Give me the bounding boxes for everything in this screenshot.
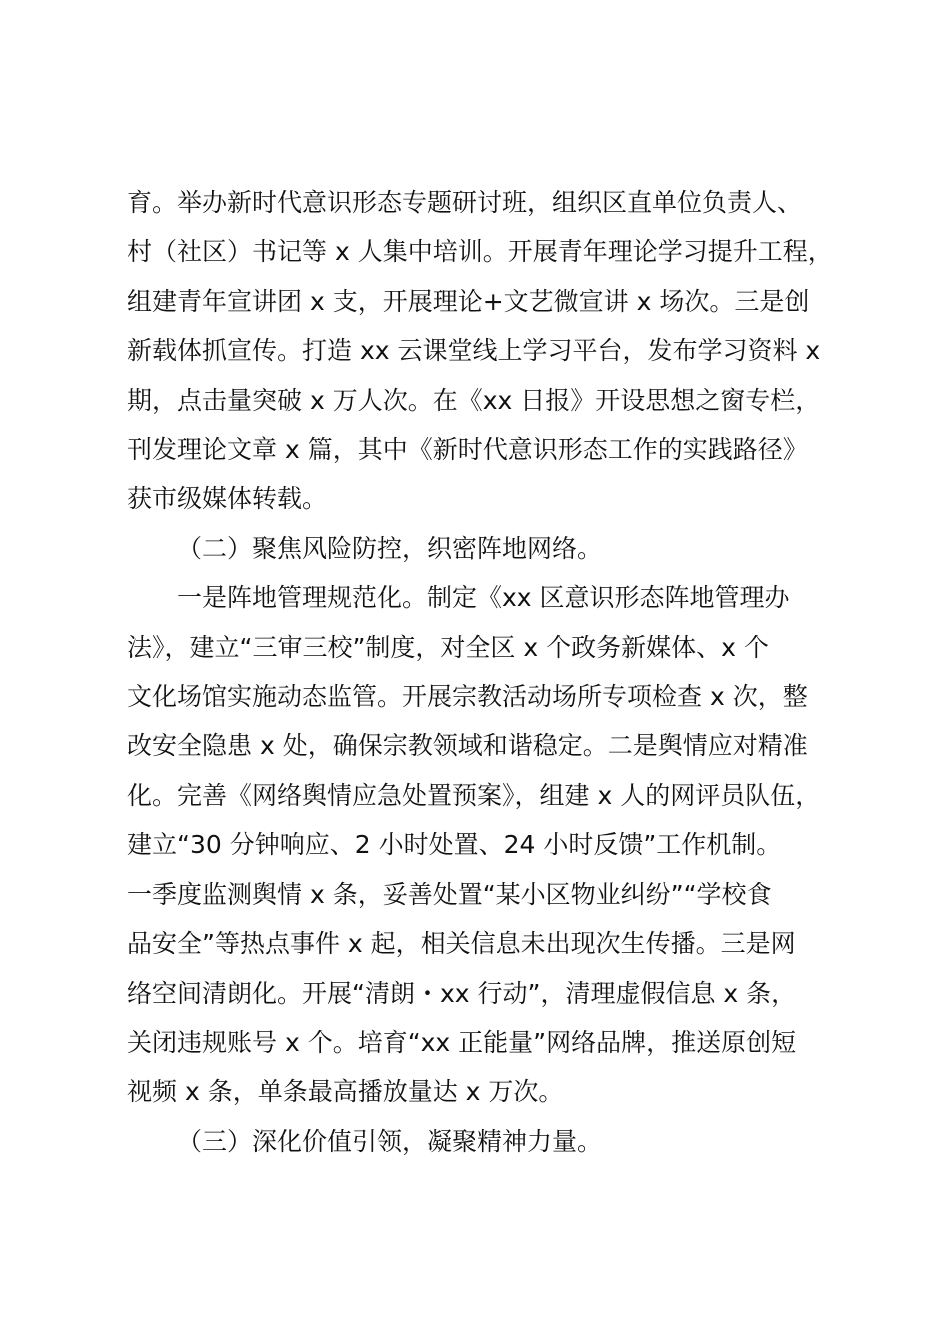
paragraph-1 (127, 178, 863, 524)
text-line: 刊发理论文章 x 篇，其中《新时代意识形态工作的实践路径》 (127, 435, 808, 465)
text-line: 一是阵地管理规范化。制定《xx 区意识形态阵地管理办 (177, 583, 790, 613)
text-line: 村（社区）书记等 x 人集中培训。开展青年理论学习提升工程， (127, 237, 833, 267)
text-line: 文化场馆实施动态监管。开展宗教活动场所专项检查 x 次，整 (127, 682, 808, 712)
text-line: 一季度监测舆情 x 条，妥善处置“某小区物业纠纷”“学校食 (127, 879, 772, 909)
document-body (127, 178, 863, 1166)
paragraph-3 (127, 573, 863, 1116)
section-heading-3 (127, 1117, 863, 1166)
text-line: 改安全隐患 x 处，确保宗教领域和谐稳定。二是舆情应对精准 (127, 731, 808, 761)
text-line: 品安全”等热点事件 x 起，相关信息未出现次生传播。三是网 (127, 929, 796, 959)
text-line: 组建青年宣讲团 x 支，开展理论+文艺微宣讲 x 场次。三是创 (127, 286, 810, 316)
text-line: 化。完善《网络舆情应急处置预案》，组建 x 人的网评员队伍， (127, 780, 821, 810)
text-line: （二）聚焦风险防控，织密阵地网络。 (177, 533, 603, 563)
text-line: 法》，建立“三审三校”制度，对全区 x 个政务新媒体、x 个 (127, 632, 769, 662)
text-line: 视频 x 条，单条最高播放量达 x 万次。 (127, 1077, 564, 1107)
text-line: （三）深化价值引领，凝聚精神力量。 (177, 1126, 603, 1156)
text-line: 期，点击量突破 x 万人次。在《xx 日报》开设思想之窗专栏， (127, 385, 821, 415)
text-line: 育。举办新时代意识形态专题研讨班，组织区直单位负责人、 (127, 188, 803, 217)
text-line: 关闭违规账号 x 个。培育“xx 正能量”网络品牌，推送原创短 (127, 1027, 797, 1057)
text-line: 建立“30 分钟响应、2 小时处置、24 小时反馈”工作机制。 (127, 830, 782, 860)
section-heading-2 (127, 524, 863, 573)
text-line: 新载体抓宣传。打造 xx 云课堂线上学习平台，发布学习资料 x (127, 336, 821, 366)
text-line: 获市级媒体转载。 (127, 484, 328, 514)
text-line: 络空间清朗化。开展“清朗・xx 行动”，清理虚假信息 x 条， (127, 978, 797, 1008)
